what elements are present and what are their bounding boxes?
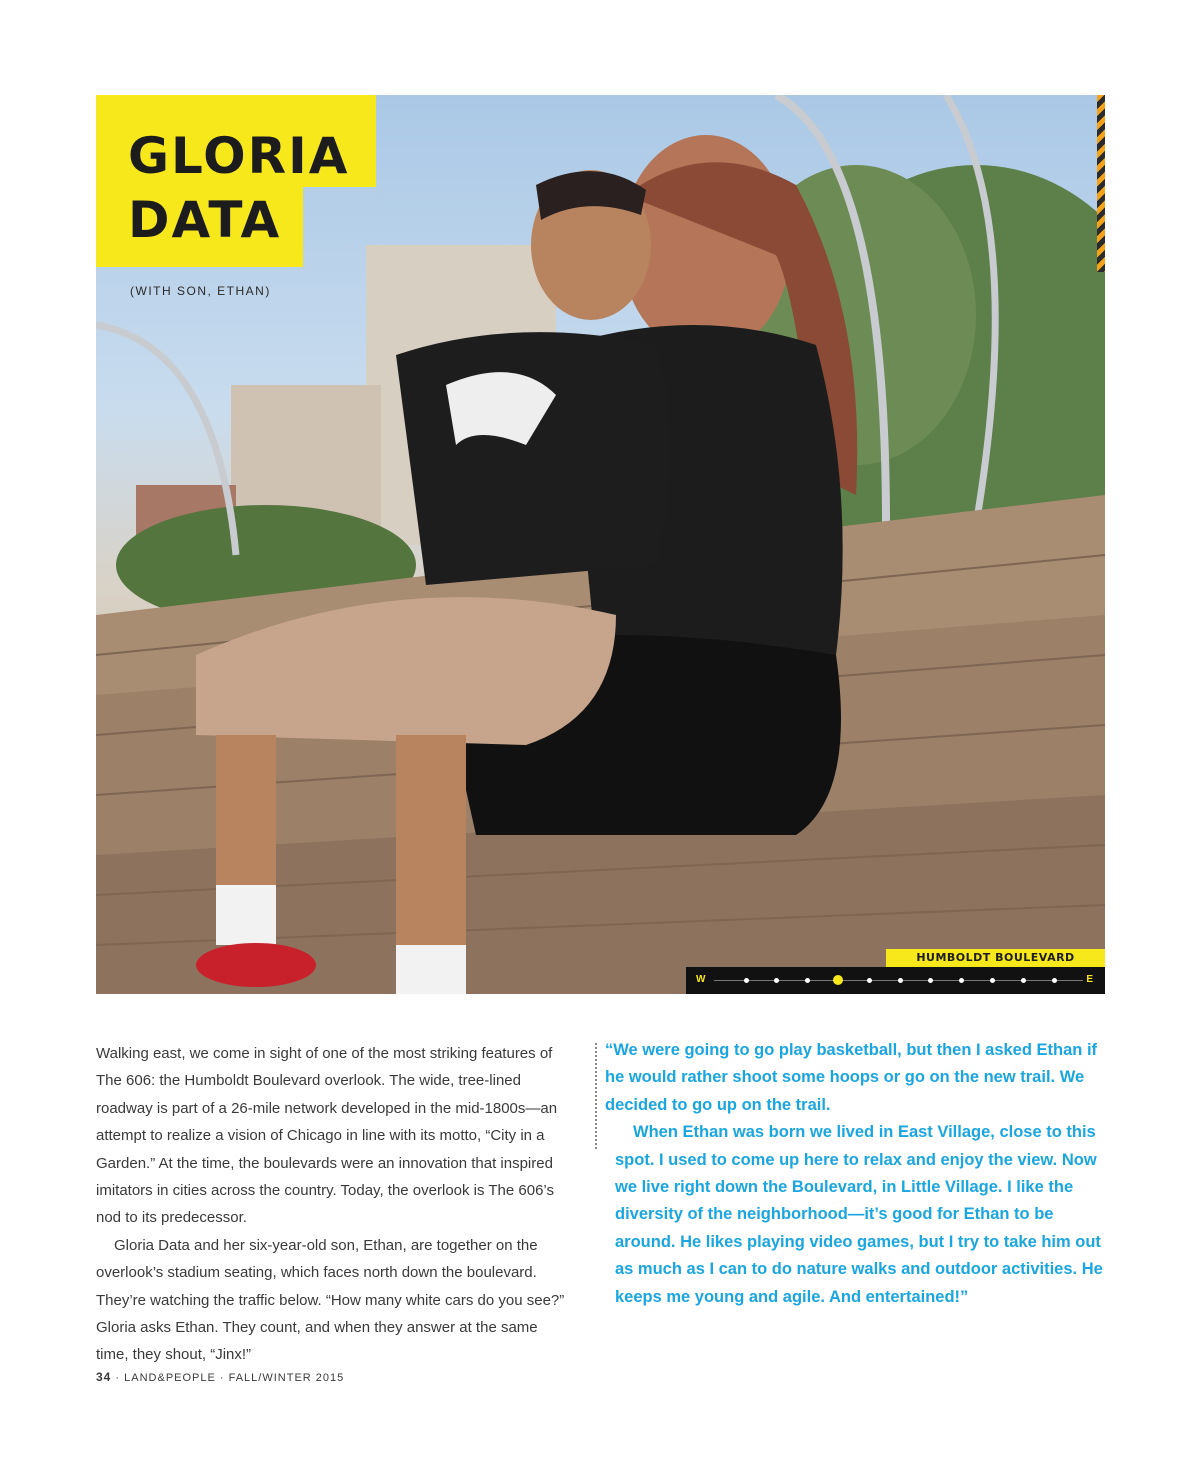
quote-paragraph-1: “We were going to go play basketball, but then I asked Ethan if he would rather shoot some hoops or go on the new trail. We decided to go up on the trail. — [605, 1041, 1098, 1114]
boy-sock-2 — [396, 945, 466, 994]
quote-paragraph-2: When Ethan was born we lived in East Village, close to this spot. I used to come up here to relax and enjoy the view. Now we live right down the Boulevard, in Little Village. I like the diversity of the neighborhood—it’s good for Ethan to be around. He likes playing video games, but I try to take him out as much as I can to do nature walks and outdoor activities. He keeps me young and agile. And entertained!” — [615, 1123, 1103, 1306]
west-marker: W — [696, 974, 706, 985]
title-block — [96, 95, 376, 267]
subtitle: (WITH SON, ETHAN) — [130, 284, 271, 298]
trail-stop — [744, 978, 749, 983]
boy-shirt — [396, 332, 671, 585]
trail-stop — [805, 978, 810, 983]
page-footer — [96, 1370, 344, 1384]
boy-shoe — [196, 943, 316, 987]
quote-rule — [595, 1043, 597, 1149]
page-number: 34 — [96, 1370, 112, 1384]
trail-stop — [1021, 978, 1026, 983]
trail-stop — [1052, 978, 1057, 983]
title-line-1: GLORIA — [96, 95, 376, 187]
boy-leg-right — [396, 735, 466, 955]
east-marker: E — [1086, 974, 1093, 985]
pull-quote — [605, 1037, 1115, 1311]
trail-stop — [774, 978, 779, 983]
hazard-stripe — [1097, 95, 1105, 272]
trail-stop — [928, 978, 933, 983]
trail-map-bar — [686, 967, 1105, 994]
publication-info: · LAND&PEOPLE · FALL/WINTER 2015 — [111, 1372, 345, 1384]
body-paragraph-2: Gloria Data and her six-year-old son, Ethan, are together on the overlook’s stadium seating, which faces north down the boulevard. They’re watching the traffic below. “How many white cars do you see?” Gloria asks Ethan. They count, and when they answer at the same time, they shout, “Jinx!” — [96, 1236, 565, 1364]
trail-stop-current — [833, 975, 843, 985]
title-line-2: DATA — [96, 187, 303, 267]
trail-stop — [898, 978, 903, 983]
boy-sock — [216, 885, 276, 945]
body-paragraph-1: Walking east, we come in sight of one of the most striking features of The 606: the Humboldt Boulevard overlook. The wide, tree-lined roadway is part of a 26-mile network developed in the mid-1800s—an attempt to realize a vision of Chicago in line with its motto, “City in a Garden.” At the time, the boulevards were an innovation that inspired imitators in cities across the country. Today, the overlook is The 606’s nod to its predecessor. — [96, 1045, 558, 1227]
trail-stop — [959, 978, 964, 983]
article-body — [96, 1040, 571, 1369]
trail-stop — [867, 978, 872, 983]
location-label: HUMBOLDT BOULEVARD — [886, 949, 1105, 967]
trail-stop — [990, 978, 995, 983]
